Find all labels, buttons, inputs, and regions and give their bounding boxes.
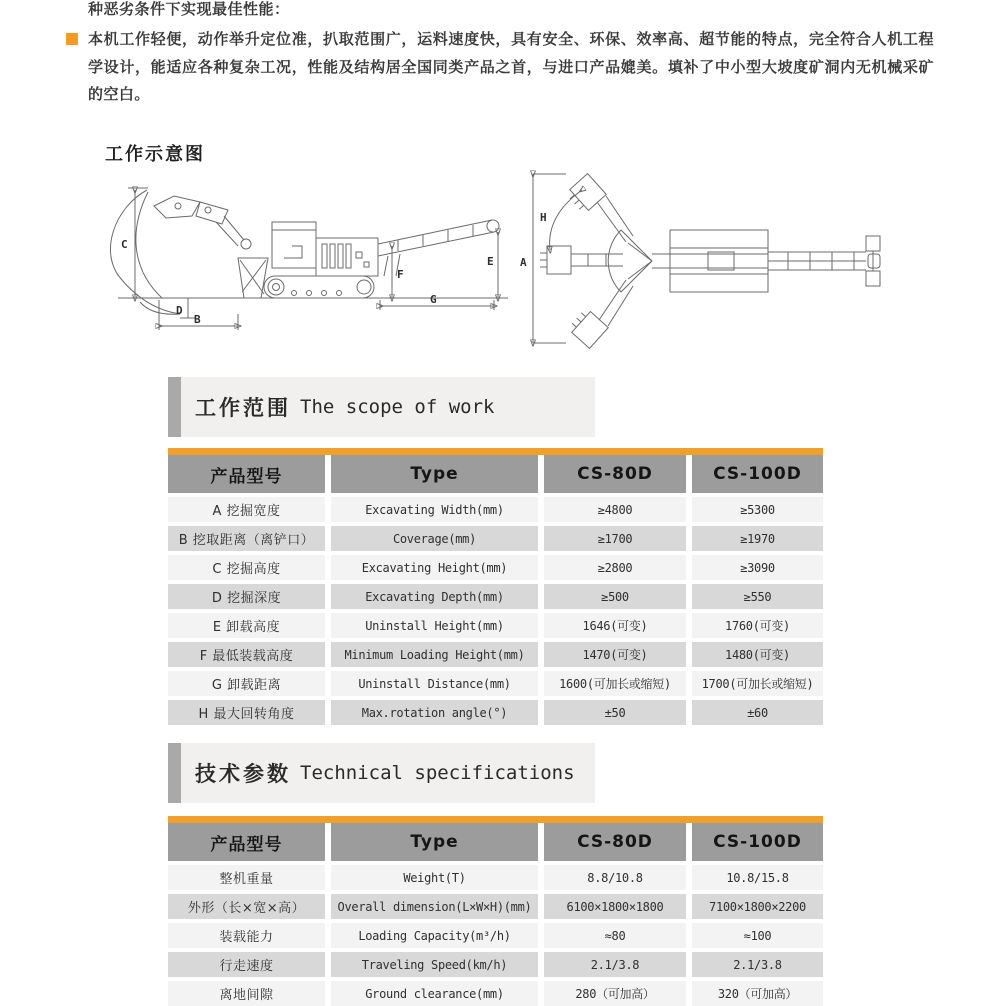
table-cell: ≥5300	[692, 497, 823, 522]
bullet-square-icon	[66, 33, 78, 45]
table-cell: Uninstall Height(mm)	[331, 613, 538, 638]
table-row	[168, 584, 823, 609]
bucket-center	[547, 246, 571, 274]
diagram-title: 工作示意图	[105, 144, 205, 165]
top-view-drawing	[520, 174, 880, 349]
crawler-plan	[670, 230, 768, 292]
table-cell: B 挖取距离（离铲口）	[168, 526, 325, 551]
table-cell: Max.rotation angle(°)	[331, 700, 538, 725]
section-title-en: The scope of work	[300, 396, 495, 418]
conveyor-bottom	[378, 232, 494, 256]
table-cell: G 卸载距离	[168, 671, 325, 696]
section-header-scope	[168, 377, 595, 437]
table-cell: 280（可加高）	[544, 981, 686, 1006]
table-cell: ≥500	[544, 584, 686, 609]
dim-label-b: B	[194, 313, 201, 326]
table-cell: ≈100	[692, 923, 823, 948]
dim-label-c: C	[121, 238, 128, 251]
table-cell: ≈80	[544, 923, 686, 948]
dim-label-h: H	[540, 211, 547, 224]
table-cell: Uninstall Distance(mm)	[331, 671, 538, 696]
table-cell: 6100×1800×1800	[544, 894, 686, 919]
table-cell: 离地间隙	[168, 981, 325, 1006]
table-cell: A 挖掘宽度	[168, 497, 325, 522]
table-cell: 10.8/15.8	[692, 865, 823, 890]
section-title-cn: 工作范围	[195, 396, 291, 420]
table-row	[168, 526, 823, 551]
table-cell: H 最大回转角度	[168, 700, 325, 725]
table-cell: ±50	[544, 700, 686, 725]
gather-arm1	[196, 202, 228, 224]
table-header-row	[168, 455, 823, 493]
gather-head	[154, 196, 200, 218]
table-cell: Overall dimension(L×W×H)(mm)	[331, 894, 538, 919]
table-cell: Excavating Depth(mm)	[331, 584, 538, 609]
table-row	[168, 613, 823, 638]
table-cell: Ground clearance(mm)	[331, 981, 538, 1006]
table-cell: ≥550	[692, 584, 823, 609]
section-header-specs	[168, 743, 595, 803]
intro-line: 种恶劣条件下实现最佳性能：	[88, 0, 290, 18]
table-cell: ≥1700	[544, 526, 686, 551]
table-row	[168, 894, 823, 919]
table-row	[168, 497, 823, 522]
dim-label-e: E	[487, 255, 494, 268]
dim-label-d: D	[176, 304, 183, 317]
table-row	[168, 642, 823, 667]
column-header: Type	[331, 823, 538, 861]
conveyor-top	[378, 220, 492, 244]
column-header: 产品型号	[168, 823, 325, 861]
rear-wheel-bottom	[866, 271, 880, 286]
bucket-lower	[567, 308, 608, 349]
table-cell: F 最低装载高度	[168, 642, 325, 667]
table-row	[168, 981, 823, 1006]
arm-pivot	[241, 239, 251, 249]
table-header-row	[168, 823, 823, 861]
table-cell: Loading Capacity(m³/h)	[331, 923, 538, 948]
table-row	[168, 865, 823, 890]
table-cell: Weight(T)	[331, 865, 538, 890]
table-cell: D 挖掘深度	[168, 584, 325, 609]
table-cell: 8.8/10.8	[544, 865, 686, 890]
table-cell: 1700(可加长或缩短)	[692, 671, 823, 696]
table-cell: 1600(可加长或缩短)	[544, 671, 686, 696]
section-title-en: Technical specifications	[300, 762, 575, 784]
table-cell: Coverage(mm)	[331, 526, 538, 551]
table-accent-bar	[168, 816, 823, 823]
table-cell: Minimum Loading Height(mm)	[331, 642, 538, 667]
table-cell: 行走速度	[168, 952, 325, 977]
feature-bullet	[66, 26, 934, 109]
table-cell: 1646(可变)	[544, 613, 686, 638]
cab	[272, 222, 316, 268]
table-cell: 1760(可变)	[692, 613, 823, 638]
table-cell: ≥2800	[544, 555, 686, 580]
dim-label-g: G	[430, 293, 437, 306]
table-cell: 装载能力	[168, 923, 325, 948]
column-header: 产品型号	[168, 455, 325, 493]
bucket-upper	[565, 174, 606, 215]
table-row	[168, 952, 823, 977]
table-cell: ≥4800	[544, 497, 686, 522]
table-cell: 320（可加高）	[692, 981, 823, 1006]
spreader-fan	[608, 230, 652, 292]
table-cell: 1480(可变)	[692, 642, 823, 667]
section-accent-bar	[168, 743, 181, 803]
section-accent-bar	[168, 377, 181, 437]
column-header: CS-100D	[692, 455, 823, 493]
table-row	[168, 555, 823, 580]
table-cell: 1470(可变)	[544, 642, 686, 667]
table-cell: 外形（长×宽×高）	[168, 894, 325, 919]
section-title-cn: 技术参数	[195, 762, 291, 786]
table-row	[168, 923, 823, 948]
feature-bullet-text: 本机工作轻便，动作举升定位准，扒取范围广，运料速度快，具有安全、环保、效率高、超节能的特点，完全符合人机工程学设计，能适应各种复杂工况，性能及结构居全国同类产品之首，与进口产品媲美。填补了中小型大坡度矿洞内无机械采矿的空白。	[88, 30, 934, 103]
table-cell: Excavating Height(mm)	[331, 555, 538, 580]
rear-wheel-top	[866, 236, 880, 251]
table-cell: 整机重量	[168, 865, 325, 890]
dim-label-a: A	[520, 256, 527, 269]
table-cell: ±60	[692, 700, 823, 725]
column-header: Type	[331, 455, 538, 493]
table-row	[168, 700, 823, 725]
table-cell: Excavating Width(mm)	[331, 497, 538, 522]
table-cell: 2.1/3.8	[692, 952, 823, 977]
table-row	[168, 671, 823, 696]
table-cell: C 挖掘高度	[168, 555, 325, 580]
column-header: CS-100D	[692, 823, 823, 861]
side-view-drawing	[110, 188, 508, 330]
table-accent-bar	[168, 448, 823, 455]
column-header: CS-80D	[544, 455, 686, 493]
table-cell: E 卸载高度	[168, 613, 325, 638]
envelope-inner	[136, 192, 162, 298]
technical-specs-table	[168, 816, 823, 1006]
dim-label-f: F	[397, 268, 404, 281]
envelope-curve	[110, 190, 180, 314]
conveyor-pulley	[487, 220, 499, 232]
table-cell: Traveling Speed(km/h)	[331, 952, 538, 977]
column-header: CS-80D	[544, 823, 686, 861]
table-cell: ≥1970	[692, 526, 823, 551]
working-diagram	[88, 166, 960, 366]
table-cell: ≥3090	[692, 555, 823, 580]
table-cell: 2.1/3.8	[544, 952, 686, 977]
table-cell: 7100×1800×2200	[692, 894, 823, 919]
scope-of-work-table	[168, 448, 823, 725]
